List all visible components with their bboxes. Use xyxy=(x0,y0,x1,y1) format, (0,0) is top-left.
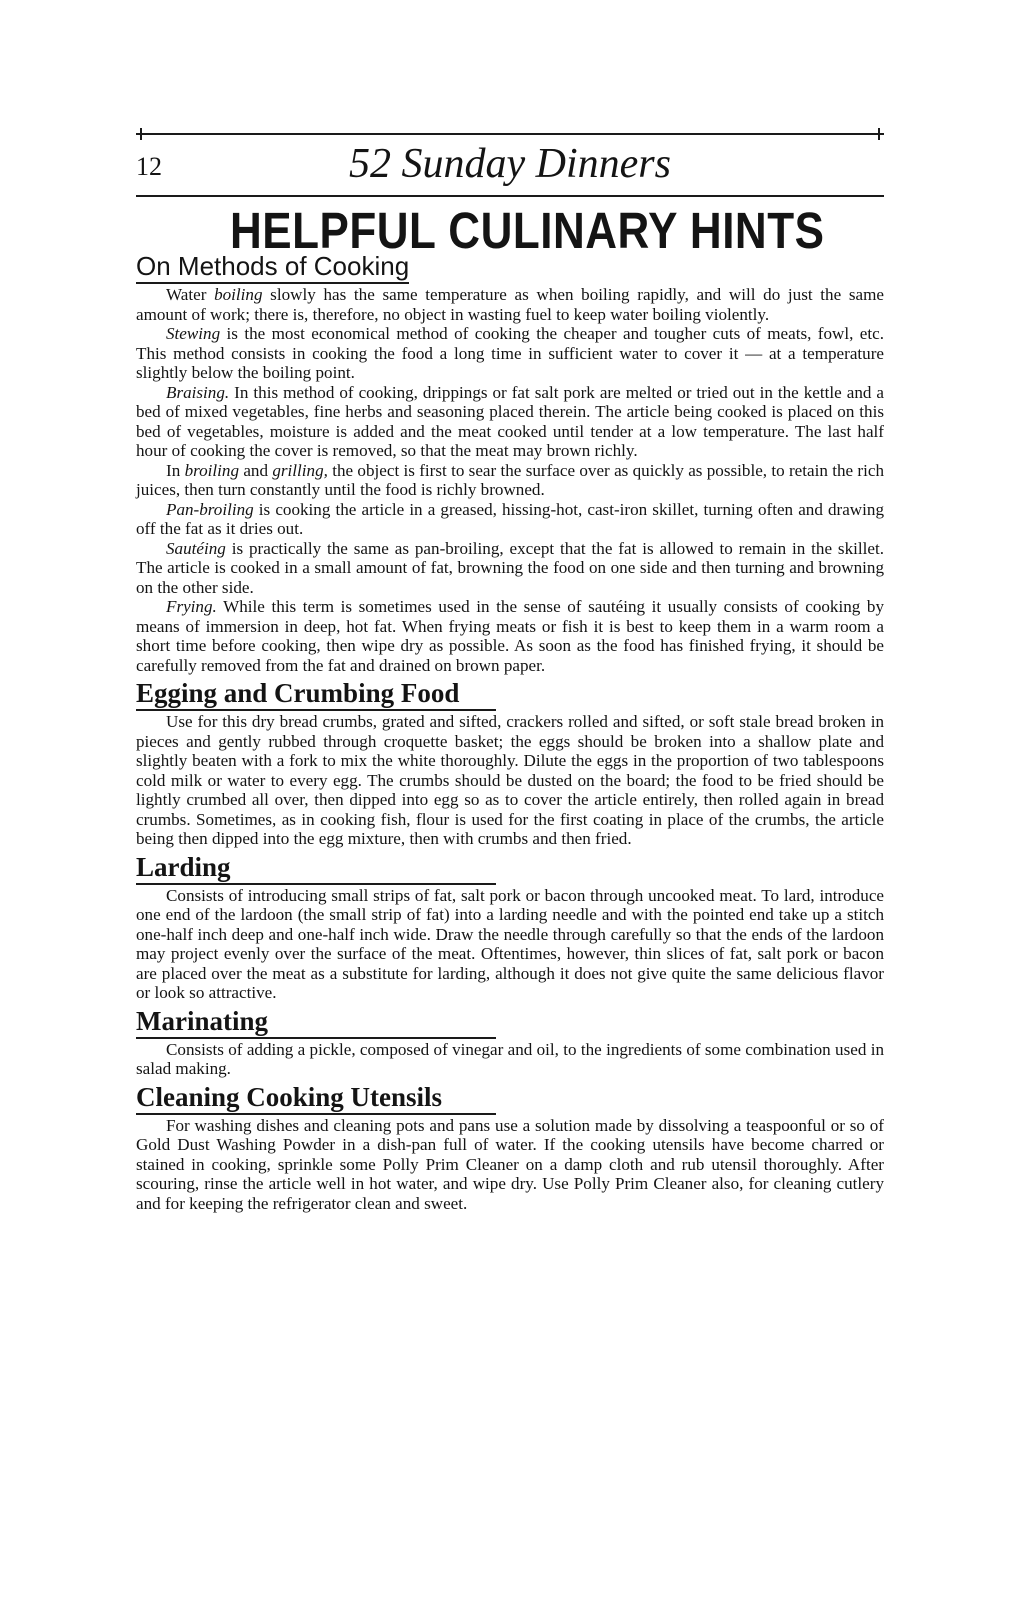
paragraph xyxy=(136,539,884,598)
page-content xyxy=(136,248,884,1213)
section-heading-wrap xyxy=(136,1005,884,1039)
paragraph-term: Pan-broiling xyxy=(166,499,254,519)
page-number: 12 xyxy=(136,152,162,181)
paragraph-term: Stewing xyxy=(166,324,221,343)
paragraph-text: In this method of cooking, drippings or fat salt pork are melted or tried out in the kettle and a bed of mixed vegetables, fine herbs and seasoning placed therein. The article being cooked is placed on this bed of vegetables, moisture is added and the meat cooked until tender at a low temperature. The last half hour of cooking the cover is removed, so that the meat may brown richly. xyxy=(136,382,884,460)
section-heading: On Methods of Cooking xyxy=(136,250,409,284)
section-heading-wrap xyxy=(136,677,884,711)
paragraph xyxy=(136,461,884,500)
section-heading-wrap xyxy=(136,250,884,284)
paragraph xyxy=(136,1116,884,1214)
paragraph xyxy=(136,383,884,461)
paragraph-text: Consists of introducing small strips of fat, salt pork or bacon through uncooked meat. To lard, introduce one end of the lardoon (the small strip of fat) into a larding needle and with the pointed end take up a stitch one-half inch deep and one-half inch wide. Draw the needle through carefully so that the ends of the lardoon may project evenly over the surface of the meat. Oftentimes, however, thin slices of fat, salt pork or bacon are placed over the meat as a substitute for larding, although it does not give quite the same delicious flavor or look so attractive. xyxy=(136,885,884,1002)
paragraph-text: is practically the same as pan-broiling, except that the fat is allowed to remain in the skillet. The article is cooked in a small amount of fat, browning the food on one side and then turning and browning on the other side. xyxy=(136,538,884,597)
paragraph xyxy=(136,886,884,1003)
section-heading: Egging and Crumbing Food xyxy=(136,677,496,711)
paragraph-text: is cooking the article in a greased, hissing-hot, cast-iron skillet, turning often and drawing off the fat as it dries out. xyxy=(136,499,884,538)
paragraph-text: Use for this dry bread crumbs, grated and sifted, crackers rolled and sifted, or soft stale bread broken in pieces and gently rubbed through croquette basket; the eggs should be broken into a shallow plate and slightly beaten with a fork to mix the white thoroughly. Dilute the eggs in the proportion of two tablespoons cold milk or water to every egg. The crumbs should be dusted on the board; the food to be fried should be lightly crumbed all over, then dipped into egg so as to cover the article entirely, then rolled again in bread crumbs. Sometimes, as in cooking fish, flour is used for the first coating in place of the crumbs, the article being then dipped into the egg mixture, then with crumbs and then fried. xyxy=(136,712,884,848)
paragraph-mid: and xyxy=(239,460,273,480)
rule-tick-left xyxy=(140,128,142,140)
paragraph-term: Braising. xyxy=(166,382,230,402)
section-heading: Cleaning Cooking Utensils xyxy=(136,1081,496,1115)
paragraph-text: the object is first to sear the surface over as quickly as possible, to retain the rich juices, then turn constantly until the food is richly browned. xyxy=(136,460,884,499)
header-top-rule xyxy=(136,133,884,135)
paragraph-term: Sautéing xyxy=(166,538,226,558)
paragraph-text: Consists of adding a pickle, composed of vinegar and oil, to the ingredients of some combination used in salad making. xyxy=(136,1039,884,1078)
rule-tick-right xyxy=(878,128,880,140)
running-title: 52 Sunday Dinners xyxy=(349,141,671,187)
paragraph-text: is the most economical method of cooking the cheaper and tougher cuts of meats, fowl, etc. This method consists in cooking the food a long time in sufficient water to cover it — at a temperature slightly below the boiling point. xyxy=(136,324,884,382)
paragraph-lead: In xyxy=(166,460,185,480)
paragraph xyxy=(136,1040,884,1079)
header-bottom-rule xyxy=(136,195,884,197)
section-heading-wrap xyxy=(136,1081,884,1115)
section-heading: Marinating xyxy=(136,1005,496,1039)
paragraph-term: grilling, xyxy=(272,460,328,480)
section-heading: Larding xyxy=(136,851,496,885)
paragraph-term: boiling xyxy=(214,285,263,304)
paragraph xyxy=(136,500,884,539)
paragraph-text: slowly has the same temperature as when boiling rapidly, and will do just the same amount of work; there is, therefore, no object in wasting fuel to keep water boiling violently. xyxy=(136,285,884,324)
paragraph-term: Frying. xyxy=(166,597,217,616)
paragraph-term: broiling xyxy=(184,460,240,480)
paragraph xyxy=(136,285,884,324)
section-heading-wrap xyxy=(136,851,884,885)
paragraph xyxy=(136,712,884,849)
paragraph-lead: Water xyxy=(166,285,215,304)
paragraph xyxy=(136,597,884,675)
paragraph-text: While this term is sometimes used in the sense of sautéing it usually consists of cooking by means of immersion in deep, hot fat. When frying meats or fish it is best to keep them in a warm room a short time before cooking, then wipe dry as possible. As soon as the food has finished frying, it should be carefully removed from the fat and drained on brown paper. xyxy=(136,597,884,675)
page-title: HELPFUL CULINARY HINTS xyxy=(230,203,825,260)
paragraph-text: For washing dishes and cleaning pots and pans use a solution made by dissolving a teaspoonful or so of Gold Dust Washing Powder in a dish-pan full of water. If the cooking utensils have become charred or stained in cooking, sprinkle some Polly Prim Cleaner on a damp cloth and rub utensil thoroughly. After scouring, rinse the article well in hot water, and wipe dry. Use Polly Prim Cleaner also, for cleaning cutlery and for keeping the refrigerator clean and sweet. xyxy=(136,1115,884,1213)
paragraph xyxy=(136,324,884,383)
